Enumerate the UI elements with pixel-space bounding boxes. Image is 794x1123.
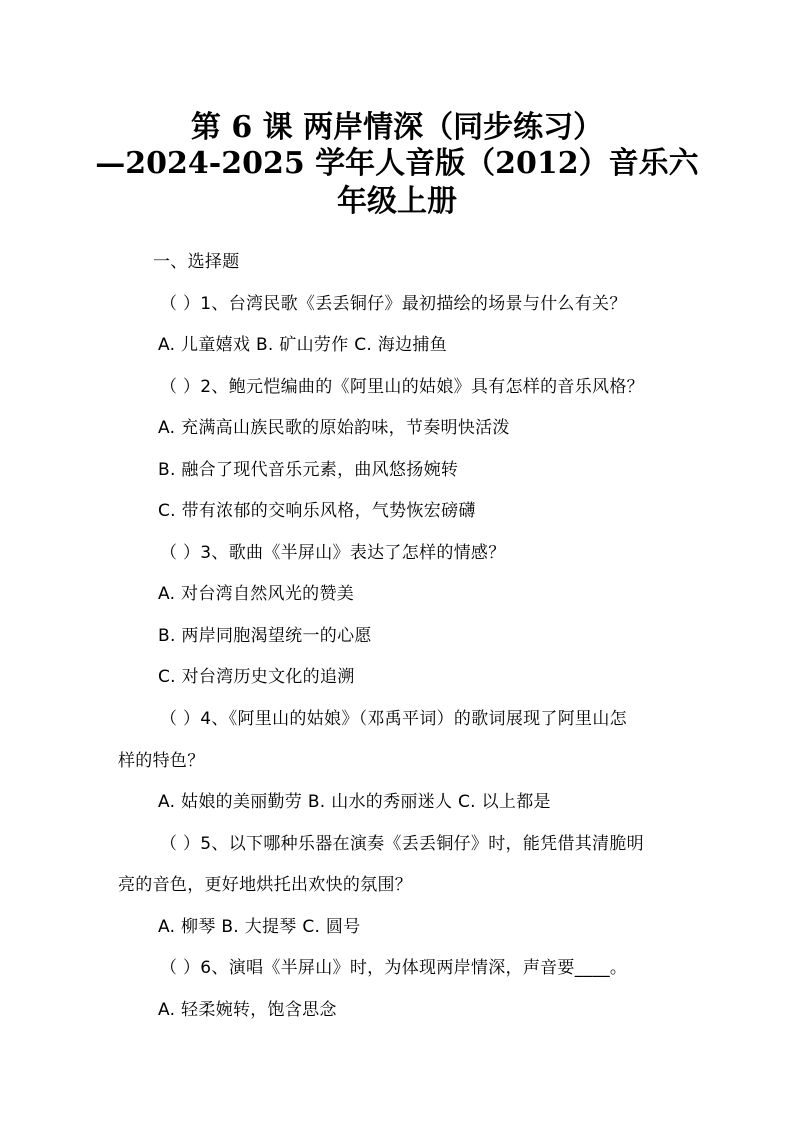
question-4-continued: 样的特色？	[118, 751, 205, 771]
question-1-options: A. 儿童嬉戏 B. 矿山劳作 C. 海边捕鱼	[158, 335, 447, 355]
document-title-line-3: 年级上册	[337, 184, 457, 219]
question-4: （ ）4、《阿里山的姑娘》（邓禹平词）的歌词展现了阿里山怎	[160, 709, 627, 729]
question-1: （ ）1、台湾民歌《丢丢铜仔》最初描绘的场景与什么有关？	[160, 294, 627, 314]
question-5-options: A. 柳琴 B. 大提琴 C. 圆号	[158, 917, 361, 937]
question-4-options: A. 姑娘的美丽勤劳 B. 山水的秀丽迷人 C. 以上都是	[158, 792, 551, 812]
question-5-continued: 亮的音色，更好地烘托出欢快的氛围？	[118, 875, 413, 895]
document-title-line-2: —2024-2025 学年人音版（2012）音乐六	[95, 146, 699, 181]
section-heading: 一、选择题	[153, 252, 240, 272]
question-3: （ ）3、歌曲《半屏山》表达了怎样的情感？	[160, 543, 506, 563]
question-2: （ ）2、鲍元恺编曲的《阿里山的姑娘》具有怎样的音乐风格？	[160, 377, 644, 397]
question-6-option-a: A. 轻柔婉转，饱含思念	[158, 1000, 337, 1020]
question-2-option-a: A. 充满高山族民歌的原始韵味，节奏明快活泼	[158, 418, 510, 438]
question-6: （ ）6、演唱《半屏山》时，为体现两岸情深，声音要____。	[160, 958, 628, 978]
question-5: （ ）5、以下哪种乐器在演奏《丢丢铜仔》时，能凭借其清脆明	[160, 834, 644, 854]
document-title-line-1: 第 6 课 两岸情深（同步练习）	[190, 110, 604, 145]
question-2-option-b: B. 融合了现代音乐元素，曲风悠扬婉转	[158, 460, 459, 480]
question-2-option-c: C. 带有浓郁的交响乐风格，气势恢宏磅礴	[158, 501, 476, 521]
question-3-option-a: A. 对台湾自然风光的赞美	[158, 584, 355, 604]
question-3-option-b: B. 两岸同胞渴望统一的心愿	[158, 626, 372, 646]
question-3-option-c: C. 对台湾历史文化的追溯	[158, 667, 355, 687]
